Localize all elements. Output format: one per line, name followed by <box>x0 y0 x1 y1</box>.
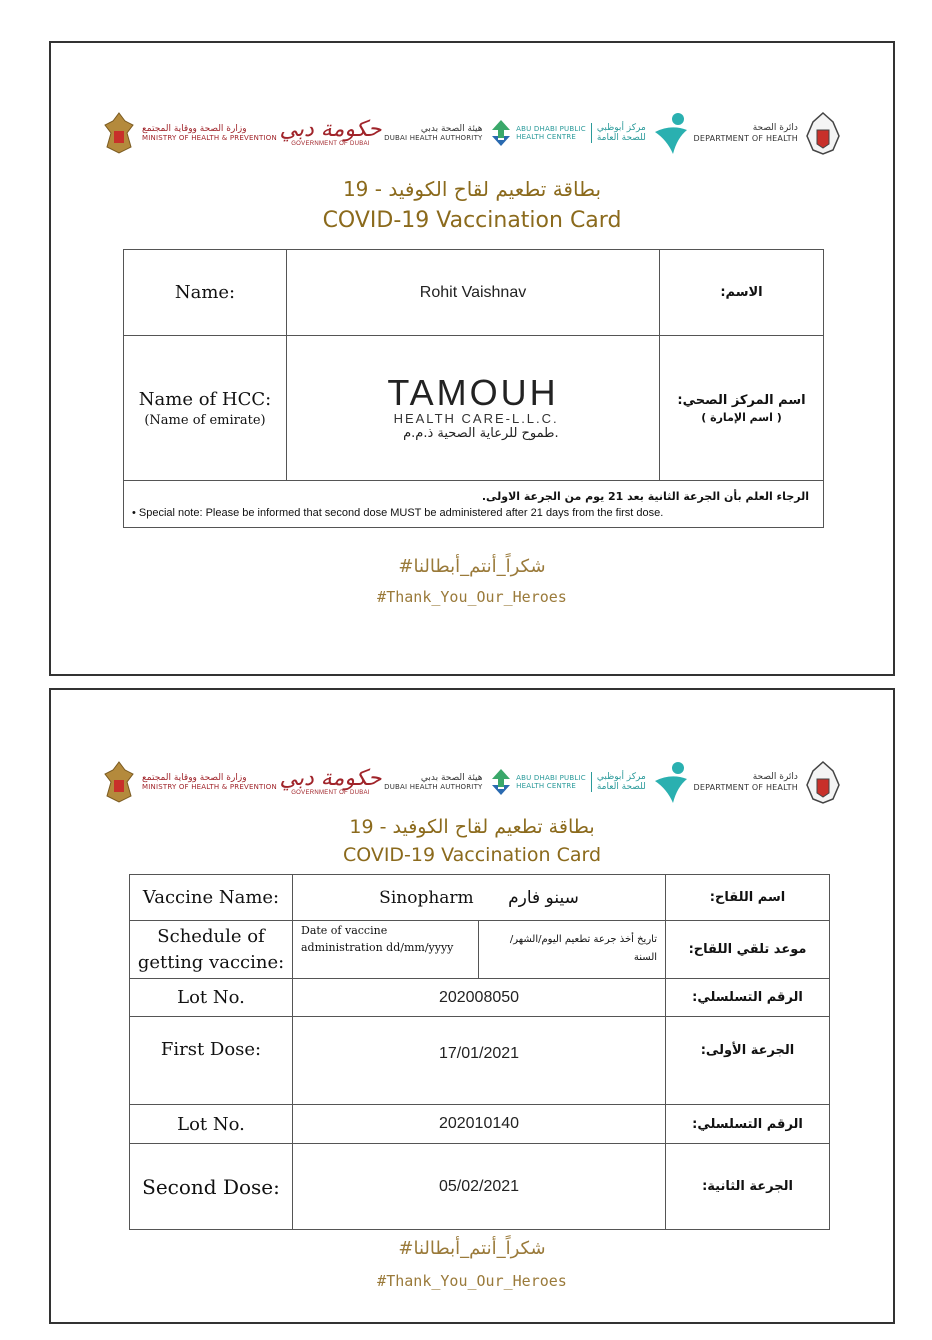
dha-arrows-icon <box>488 767 514 797</box>
logo-bar <box>101 105 843 161</box>
hcc-label: Name of HCC: <box>138 388 272 410</box>
uae-falcon-emblem-icon <box>101 111 137 155</box>
mohap-logo: وزارة الصحة ووقاية المجتمع MINISTRY OF HEALTH & PREVENTION <box>101 111 277 155</box>
lot-label: Lot No. <box>130 1105 293 1144</box>
lot-label-arabic: الرقم التسلسلي: <box>666 979 830 1017</box>
second-dose-label: Second Dose: <box>130 1144 293 1230</box>
lot-row-2 <box>130 1105 830 1144</box>
special-note: • Special note: Please be informed that second dose MUST be administered after 21 days from the first dose. <box>132 506 664 519</box>
card-title-arabic: بطاقة تطعيم لقاح الكوفيد - 19 <box>349 816 595 838</box>
tamouh-logo <box>387 372 559 441</box>
dha-logo: هيئة الصحة بدبي DUBAI HEALTH AUTHORITY <box>384 767 513 797</box>
first-dose-label: First Dose: <box>130 1017 293 1105</box>
mohap-logo: وزارة الصحة ووقاية المجتمع MINISTRY OF HEALTH & PREVENTION <box>101 760 277 804</box>
hcc-sublabel-arabic: ( اسم الإمارة ) <box>701 410 782 424</box>
card-title: COVID-19 Vaccination Card <box>322 208 622 233</box>
schedule-date-arabic: تاريخ أخذ جرعة تطعيم اليوم/الشهر/السنة <box>479 921 666 979</box>
uae-falcon-emblem-icon <box>101 760 137 804</box>
name-value: Rohit Vaishnav <box>287 250 660 336</box>
vaccine-name-value-arabic: سينو فارم <box>508 887 579 908</box>
thanks-hashtag-arabic: #شكراً_أنتم_أبطالنا <box>398 1238 546 1259</box>
vaccine-name-value-cell <box>293 875 666 921</box>
hcc-row <box>124 336 824 481</box>
vaccine-name-row <box>130 875 830 921</box>
special-note-cell <box>124 481 824 528</box>
abu-dhabi-falcon-emblem-icon <box>803 110 843 156</box>
hcc-sublabel: (Name of emirate) <box>144 412 266 428</box>
dubai-gov-logo: حكومة دبي GOVERNMENT OF DUBAI <box>279 765 382 796</box>
patient-info-table <box>123 249 824 528</box>
second-dose-date: 05/02/2021 <box>293 1144 666 1230</box>
tamouh-logo-main: TAMOUH <box>387 372 559 413</box>
lot-value: 202010140 <box>293 1105 666 1144</box>
second-dose-row <box>130 1144 830 1230</box>
schedule-label-arabic: موعد تلقي اللقاح: <box>666 921 830 979</box>
vaccine-name-label: Vaccine Name: <box>130 875 293 921</box>
lot-label-arabic: الرقم التسلسلي: <box>666 1105 830 1144</box>
doh-logo: دائرة الصحة DEPARTMENT OF HEALTH <box>693 759 842 805</box>
adphc-logo: ABU DHABI PUBLIC HEALTH CENTRE مركز أبوظبي للصحة العامة <box>516 759 691 805</box>
hcc-label-cell <box>124 336 287 481</box>
second-dose-label-arabic: الجرعة الثانية: <box>666 1144 830 1230</box>
thanks-hashtag-arabic: #شكراً_أنتم_أبطالنا <box>398 556 546 577</box>
adphc-figure-icon <box>651 110 691 156</box>
hcc-label-arabic-cell <box>660 336 824 481</box>
vaccine-record-table <box>129 874 830 1230</box>
vaccine-name-value: Sinopharm <box>379 887 474 908</box>
note-row <box>124 481 824 528</box>
schedule-label: Schedule of getting vaccine: <box>130 921 293 979</box>
first-dose-date: 17/01/2021 <box>293 1017 666 1105</box>
hcc-label-arabic: اسم المركز الصحي: <box>677 392 806 408</box>
vaccine-name-label-arabic: اسم اللقاح: <box>666 875 830 921</box>
adphc-figure-icon <box>651 759 691 805</box>
special-note-arabic: الرجاء العلم بأن الجرعة الثانية بعد 21 يوم من الجرعة الاولى. <box>481 489 809 503</box>
tamouh-logo-arabic: طموح للرعاية الصحية ذ.م.م. <box>403 426 559 441</box>
dha-logo: هيئة الصحة بدبي DUBAI HEALTH AUTHORITY <box>384 118 513 148</box>
name-row <box>124 250 824 336</box>
thanks-hashtag: #Thank_You_Our_Heroes <box>377 1272 567 1290</box>
first-dose-label-arabic: الجرعة الأولى: <box>666 1017 830 1105</box>
lot-label: Lot No. <box>130 979 293 1017</box>
card-title-arabic: بطاقة تطعيم لقاح الكوفيد - 19 <box>342 177 602 201</box>
schedule-row <box>130 921 830 979</box>
first-dose-row <box>130 1017 830 1105</box>
logo-bar <box>101 754 843 810</box>
abu-dhabi-falcon-emblem-icon <box>803 759 843 805</box>
thanks-hashtag: #Thank_You_Our_Heroes <box>377 588 567 606</box>
name-label-arabic: الاسم: <box>660 250 824 336</box>
dha-arrows-icon <box>488 118 514 148</box>
adphc-logo: ABU DHABI PUBLIC HEALTH CENTRE مركز أبوظبي للصحة العامة <box>516 110 691 156</box>
name-label: Name: <box>124 250 287 336</box>
vaccination-card-back <box>49 688 895 1324</box>
vaccination-card-front <box>49 41 895 676</box>
lot-value: 202008050 <box>293 979 666 1017</box>
schedule-date-english: Date of vaccine administration dd/mm/yyyy <box>293 921 479 979</box>
hcc-logo-cell <box>287 336 660 481</box>
card-title: COVID-19 Vaccination Card <box>342 844 602 866</box>
lot-row-1 <box>130 979 830 1017</box>
doh-logo: دائرة الصحة DEPARTMENT OF HEALTH <box>693 110 842 156</box>
dubai-gov-logo: حكومة دبي GOVERNMENT OF DUBAI <box>279 116 382 147</box>
tamouh-logo-sub: HEALTH CARE-L.L.C. <box>393 411 559 426</box>
